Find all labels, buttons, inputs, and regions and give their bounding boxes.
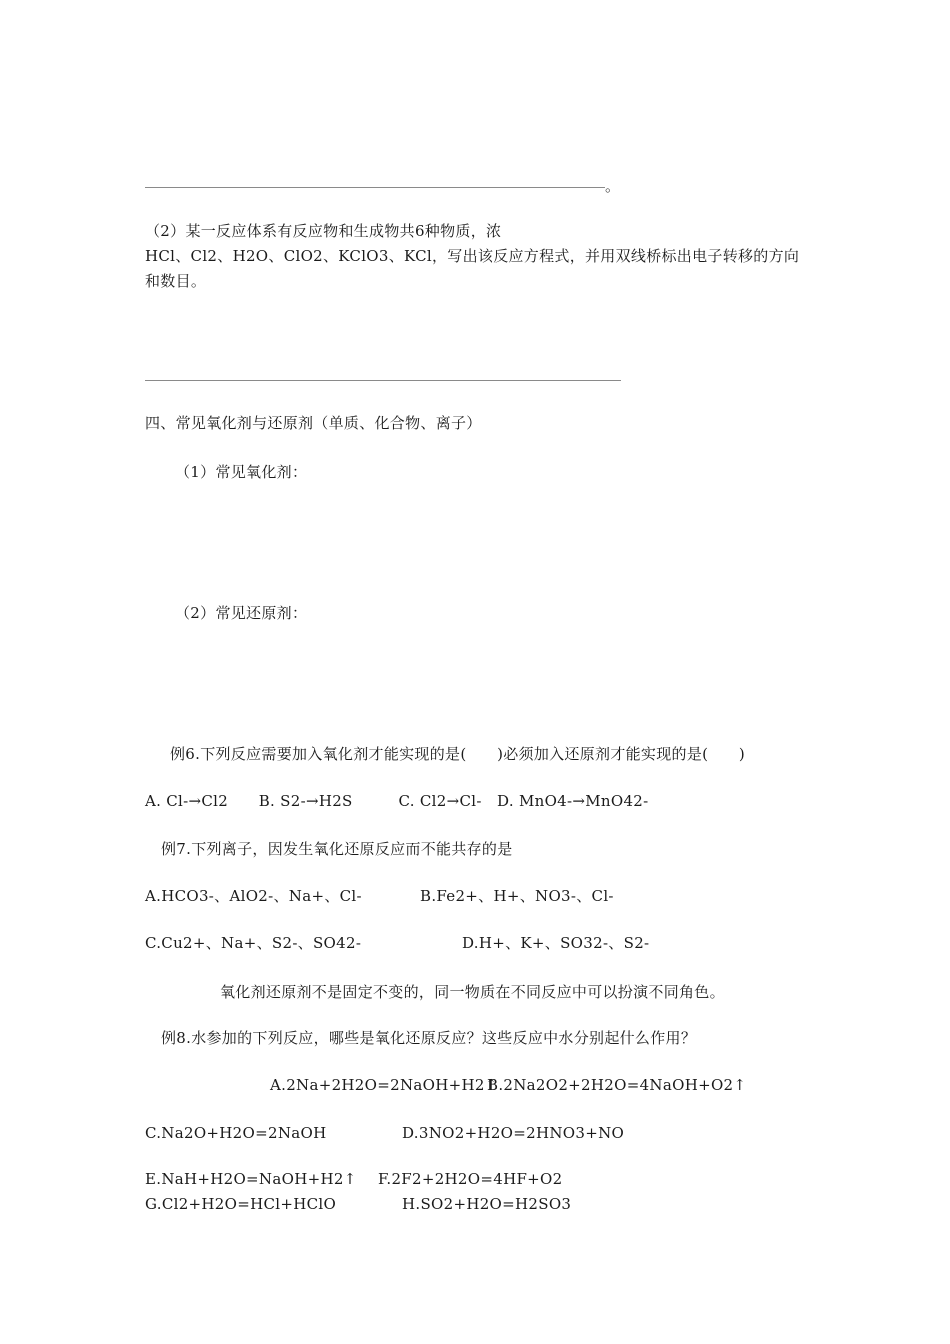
example-8-option-d: D.3NO2+H2O=2HNO3+NO [402, 1124, 625, 1142]
example-8-option-c: C.Na2O+H2O=2NaOH [145, 1124, 327, 1142]
example-8-option-b: B.2Na2O2+2H2O=4NaOH+O2↑ [487, 1076, 747, 1094]
answer-blank-line [145, 187, 605, 188]
example-7-option-c: C.Cu2+、Na+、S2-、SO42- [145, 934, 362, 952]
example-7-option-b: B.Fe2+、H+、NO3-、Cl- [420, 887, 614, 905]
example-8-option-f: F.2F2+2H2O=4HF+O2 [378, 1170, 563, 1188]
oxidants-heading: （1）常见氧化剂： [175, 463, 308, 481]
example-8-option-e: E.NaH+H2O=NaOH+H2↑ [145, 1170, 357, 1188]
section-4-heading: 四、常见氧化剂与还原剂（单质、化合物、离子） [145, 414, 482, 432]
example-8-option-a: A.2Na+2H2O=2NaOH+H2↑ [270, 1076, 498, 1094]
example-6-options: A. Cl-→Cl2 B. S2-→H2S C. Cl2→Cl- D. MnO4-→MnO42- [145, 792, 649, 810]
reductants-heading: （2）常见还原剂： [175, 604, 308, 622]
question-2-line-2: HCl、Cl2、H2O、ClO2、KClO3、KCl，写出该反应方程式，并用双线桥标出电子转移的方向 [145, 247, 800, 265]
note-text: 氧化剂还原剂不是固定不变的，同一物质在不同反应中可以扮演不同角色。 [220, 983, 725, 1001]
example-8-option-g: G.Cl2+H2O=HCl+HClO [145, 1195, 337, 1213]
example-8-question: 例8.水参加的下列反应，哪些是氧化还原反应？这些反应中水分别起什么作用？ [161, 1029, 697, 1047]
example-8-option-h: H.SO2+H2O=H2SO3 [402, 1195, 572, 1213]
example-7-option-d: D.H+、K+、SO32-、S2- [462, 934, 650, 952]
example-6-question: 例6.下列反应需要加入氧化剂才能实现的是( )必须加入还原剂才能实现的是( ) [170, 745, 746, 763]
example-7-question: 例7.下列离子，因发生氧化还原反应而不能共存的是 [161, 840, 513, 858]
blank-period: 。 [605, 177, 621, 195]
question-2-line-1: （2）某一反应体系有反应物和生成物共6种物质，浓 [145, 222, 502, 240]
example-7-option-a: A.HCO3-、AlO2-、Na+、Cl- [145, 887, 362, 905]
answer-blank-line [145, 380, 621, 381]
question-2-line-3: 和数目。 [145, 272, 207, 290]
